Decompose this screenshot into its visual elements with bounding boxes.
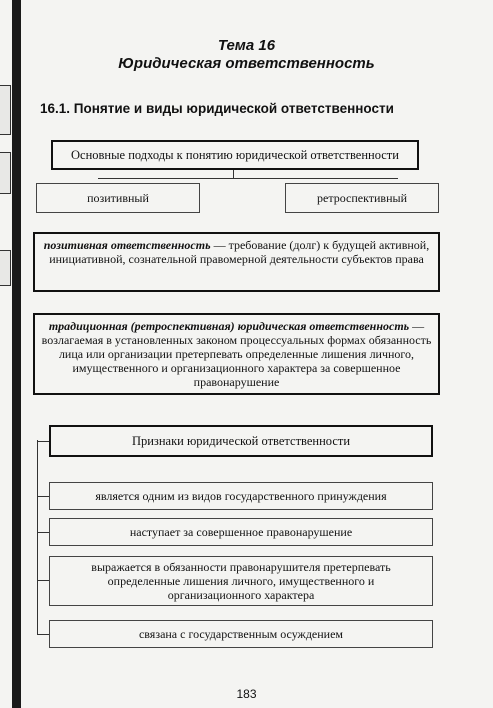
sign-item bbox=[49, 518, 433, 546]
positive-definition-text: — требование (долг) к будущей активной, инициативной, сознательной правомерной деятельности субъектов права bbox=[49, 238, 430, 266]
connector-line bbox=[37, 441, 49, 442]
approach-retrospective-label: ретроспективный bbox=[317, 191, 407, 205]
connector-line bbox=[37, 532, 49, 533]
approaches-title: Основные подходы к понятию юридической ответственности bbox=[71, 148, 399, 162]
signs-title: Признаки юридической ответственности bbox=[131, 434, 351, 448]
connector-line bbox=[37, 580, 49, 581]
retrospective-definition-text: — возлагаемая в установленных законом процессуальных формах обязанность лица или организации претерпевать определенные лишения личного, имущественного и организационного характера за совершенное правонарушение bbox=[41, 319, 432, 389]
theme-number: Тема 16 bbox=[217, 37, 276, 54]
sign-item bbox=[49, 620, 433, 648]
sign-item-text: связана с государственным осуждением bbox=[138, 627, 344, 641]
connector-line bbox=[98, 178, 398, 179]
connector-line bbox=[233, 170, 234, 178]
page-edge bbox=[0, 152, 11, 194]
approach-retrospective-box bbox=[285, 183, 439, 213]
positive-term: позитивная ответственность bbox=[43, 238, 211, 252]
page-edge bbox=[0, 250, 11, 286]
section-heading: 16.1. Понятие и виды юридической ответственности bbox=[40, 101, 394, 116]
connector-line bbox=[37, 634, 49, 635]
sign-item-text: выражается в обязанности правонарушителя претерпевать определенные лишения личного, имущественного и организационного характера bbox=[91, 560, 391, 602]
retrospective-definition-box bbox=[33, 313, 440, 395]
approach-positive-label: позитивный bbox=[87, 191, 149, 205]
approaches-title-box bbox=[51, 140, 419, 170]
sign-item bbox=[49, 556, 433, 606]
page-title: Юридическая ответственность bbox=[118, 55, 375, 72]
signs-title-box bbox=[49, 425, 433, 457]
signs-vertical-line bbox=[37, 440, 38, 635]
sign-item-text: наступает за совершенное правонарушение bbox=[129, 525, 353, 539]
approach-positive-box bbox=[36, 183, 200, 213]
connector-line bbox=[37, 496, 49, 497]
page-number: 183 bbox=[236, 687, 257, 701]
sign-item bbox=[49, 482, 433, 510]
retrospective-term: традиционная (ретроспективная) юридическая ответственность bbox=[48, 319, 410, 333]
sign-item-text: является одним из видов государственного принуждения bbox=[95, 489, 387, 503]
positive-definition-box bbox=[33, 232, 440, 292]
book-spine bbox=[12, 0, 21, 708]
page-edge bbox=[0, 85, 11, 135]
